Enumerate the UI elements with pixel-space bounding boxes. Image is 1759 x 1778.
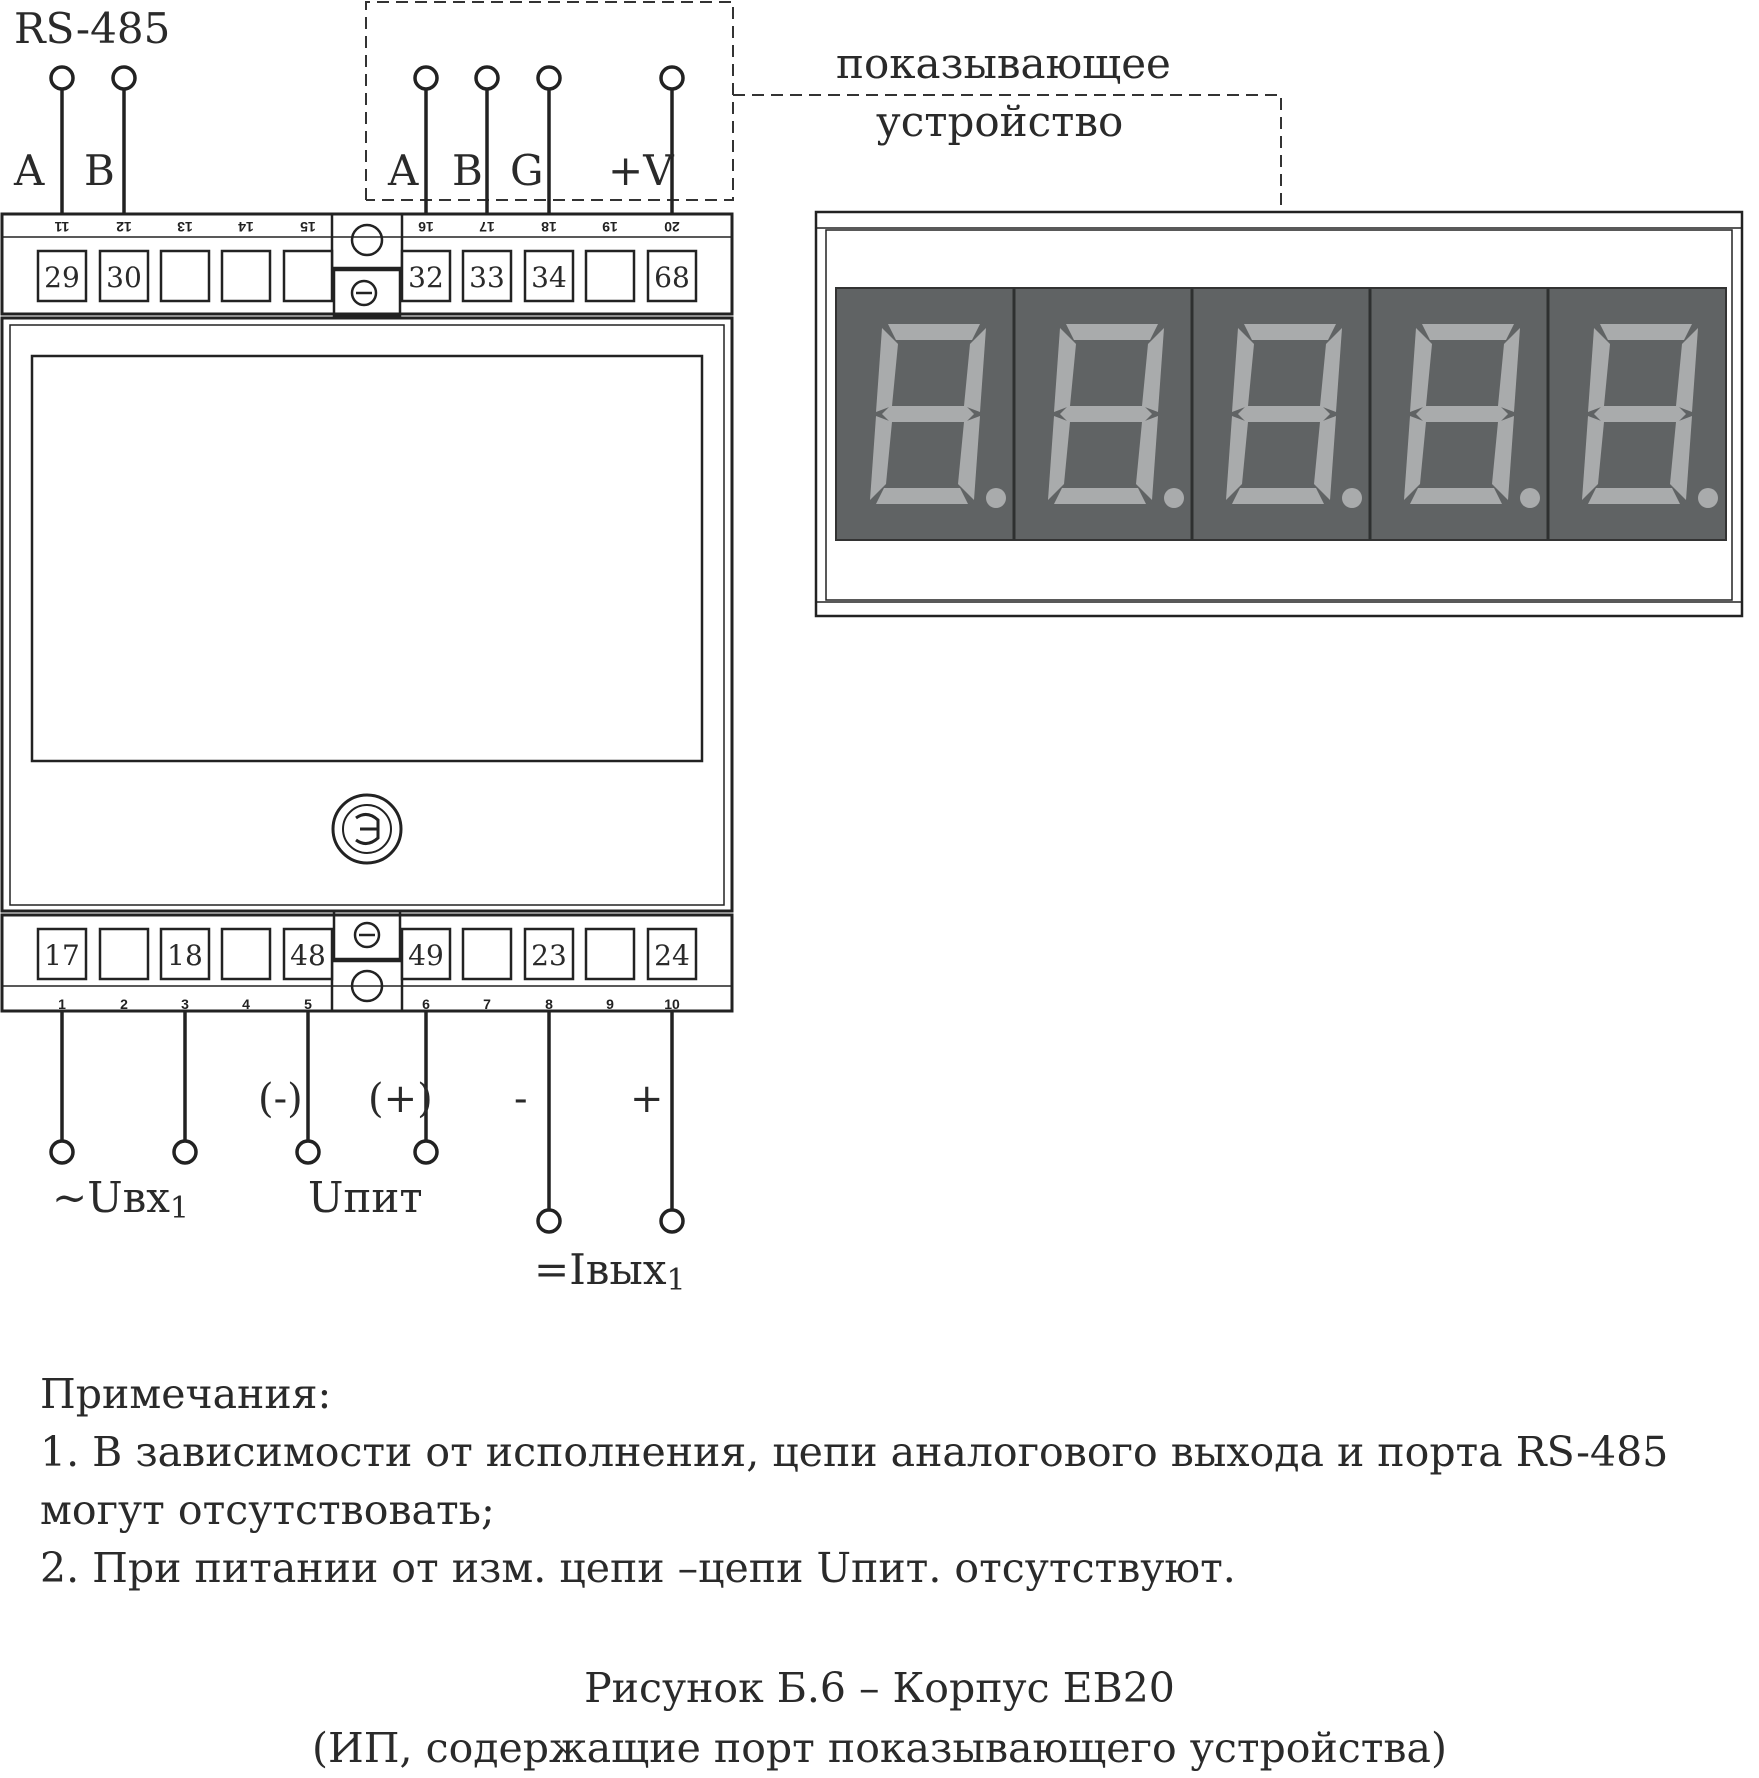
bottom-center-clip [332,911,402,1011]
terminal-number: 8 [545,996,553,1012]
segment [1060,406,1152,422]
terminal-number: 7 [483,996,491,1012]
segment [1054,488,1146,504]
terminal-dot [174,1141,196,1163]
wires [62,78,672,1210]
segment [1410,488,1502,504]
top-terminal-18 [525,219,573,301]
bottom-terminal-5 [284,929,332,1012]
segment [1066,324,1158,340]
terminal-dot [476,67,498,89]
device-body [2,214,732,1011]
ind-v-label: +V [608,146,674,195]
terminal-box [222,251,270,301]
terminal-code: 33 [469,261,505,294]
terminal-dot [415,67,437,89]
caption-line-1: Рисунок Б.6 – Корпус ЕВ20 [584,1664,1175,1712]
terminal-dot [113,67,135,89]
ind-g-label: G [510,146,544,195]
terminal-code: 48 [290,939,326,972]
decimal-point [1164,488,1184,508]
terminal-code: 17 [44,939,80,972]
uvx-main: ~Uвх [52,1173,170,1222]
segment [1238,406,1330,422]
top-terminal-14 [222,219,270,301]
terminal-code: 29 [44,261,80,294]
rs-a-label: A [14,146,45,195]
terminal-box [463,929,511,979]
bottom-terminal-8 [525,929,573,1012]
segment [888,324,980,340]
connection-points [51,67,683,1232]
top-terminal-row [38,219,696,301]
minus-paren-label: (-) [258,1076,303,1122]
notes-block [40,1365,1740,1597]
bottom-terminal-7 [463,929,511,1012]
terminal-number: 4 [242,996,250,1012]
top-terminal-16 [402,219,450,301]
plus-label: + [630,1076,664,1122]
indicator-port-dashed-frame [366,2,1281,212]
bottom-terminal-6 [402,929,450,1012]
terminal-dot [51,1141,73,1163]
segment [1600,324,1692,340]
segment [1422,324,1514,340]
terminal-number: 12 [116,219,132,235]
top-terminal-17 [463,219,511,301]
uvx-subscript: 1 [169,1191,190,1226]
display-device [816,212,1742,616]
terminal-number: 20 [664,219,680,235]
terminal-box [284,251,332,301]
segment [876,488,968,504]
terminal-dot [661,67,683,89]
terminal-code: 23 [531,939,567,972]
terminal-box [161,251,209,301]
terminal-number: 9 [606,996,614,1012]
terminal-number: 15 [300,219,316,235]
minus-label: - [514,1076,528,1122]
top-terminal-11 [38,219,86,301]
terminal-box [222,929,270,979]
segment [1244,324,1336,340]
note-line-3: 2. При питании от изм. цепи –цепи Uпит. отсутствуют. [40,1544,1236,1592]
terminal-number: 2 [120,996,128,1012]
terminal-code: 18 [167,939,203,972]
notes-title: Примечания: [40,1370,332,1418]
terminal-box [586,929,634,979]
terminal-number: 1 [58,996,66,1012]
top-terminal-15 [284,219,332,301]
top-terminal-20 [648,219,696,301]
top-center-clip [332,214,402,316]
segment [1416,406,1508,422]
terminal-box [100,929,148,979]
terminal-code: 68 [654,261,690,294]
caption-line-2: (ИП, содержащие порт показывающего устройства) [312,1724,1447,1772]
uvx-label [52,1173,189,1226]
terminal-dot [538,67,560,89]
terminal-number: 13 [177,219,193,235]
terminal-dot [661,1210,683,1232]
terminal-box [586,251,634,301]
figure-caption [0,1658,1759,1778]
terminal-code: 24 [654,939,690,972]
segment [1594,406,1686,422]
bottom-terminal-1 [38,929,86,1012]
upit-label: Uпит [308,1173,423,1222]
display-device-label-line1: показывающее [836,39,1171,88]
terminal-code: 30 [106,261,142,294]
decimal-point [1698,488,1718,508]
terminal-code: 49 [408,939,444,972]
ivyx-subscript: 1 [666,1263,686,1298]
ivyx-label [534,1245,686,1298]
ind-b-label: B [452,146,483,195]
bottom-terminal-10 [648,929,696,1012]
rs-b-label: B [84,146,115,195]
note-line-2: могут отсутствовать; [40,1486,495,1534]
terminal-number: 6 [422,996,430,1012]
terminal-number: 19 [602,219,618,235]
terminal-dot [51,67,73,89]
decimal-point [1342,488,1362,508]
top-terminal-13 [161,219,209,301]
top-terminal-12 [100,219,148,301]
terminal-dot [297,1141,319,1163]
manufacturer-logo [333,795,401,863]
bottom-terminal-2 [100,929,148,1012]
segment [882,406,974,422]
ind-a-label: A [388,146,419,195]
ivyx-main: =Iвых [534,1245,667,1294]
plus-paren-label: (+) [368,1076,433,1122]
terminal-number: 14 [238,219,254,235]
terminal-dot [538,1210,560,1232]
decimal-point [1520,488,1540,508]
terminal-number: 18 [541,219,557,235]
decimal-point [986,488,1006,508]
segment [1232,488,1324,504]
terminal-dot [415,1141,437,1163]
terminal-number: 3 [181,996,189,1012]
terminal-number: 10 [664,996,680,1012]
terminal-number: 16 [418,219,434,235]
bottom-terminal-4 [222,929,270,1012]
terminal-number: 11 [54,219,70,235]
top-terminal-19 [586,219,634,301]
terminal-number: 17 [479,219,495,235]
segment [1588,488,1680,504]
bottom-terminal-3 [161,929,209,1012]
terminal-code: 32 [408,261,444,294]
terminal-number: 5 [304,996,312,1012]
rs485-label: RS-485 [14,4,171,53]
bottom-terminal-9 [586,929,634,1012]
note-line-1: 1. В зависимости от исполнения, цепи аналогового выхода и порта RS-485 [40,1428,1669,1476]
display-device-label-line2: устройство [876,97,1124,146]
terminal-code: 34 [531,261,567,294]
